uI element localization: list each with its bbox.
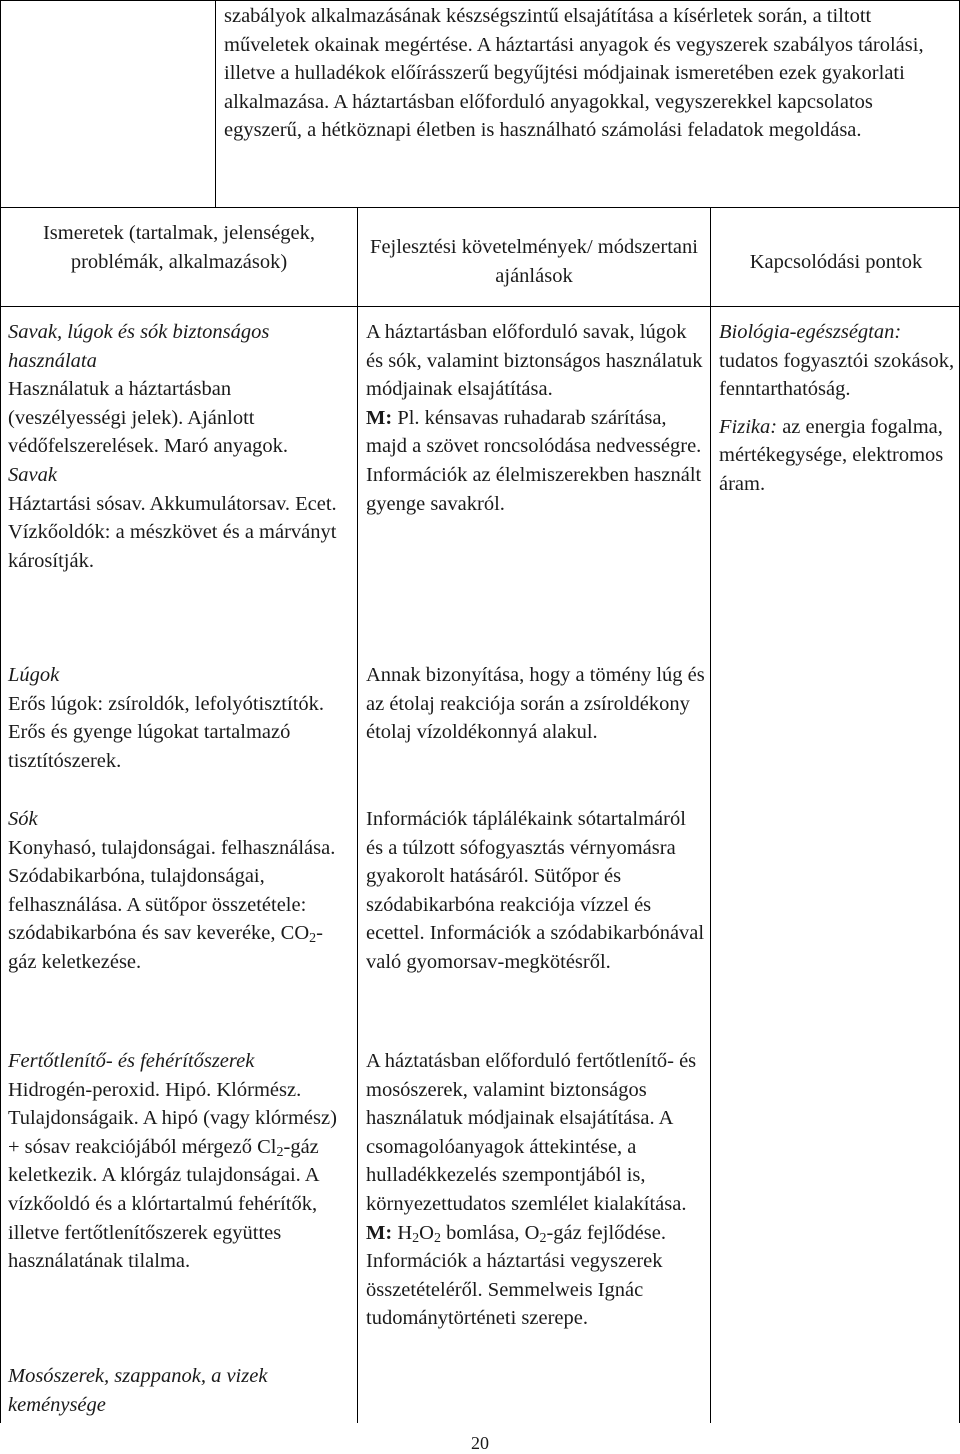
section-title-detergents: Mosószerek, szappanok, a vizek keménysége (8, 1365, 268, 1416)
section-title-acids: Savak (8, 463, 57, 486)
col1-lugok (8, 661, 350, 775)
page-number: 20 (471, 1433, 489, 1453)
col1-divider (357, 207, 358, 1423)
col2-p1-text: A háztartásban előforduló savak, lúgok és sók, valamint biztonságos használatuk módjainak elsajátítása. (366, 321, 703, 401)
col2-p1 (366, 318, 706, 518)
intro-cell (224, 2, 954, 145)
col2-p3-text: Információk táplálékaink sótartalmáról és a túlzott sófogyasztás vérnyomásra gyakorolt hatásáról. Sütőpor és szódabikarbóna reakciója vízzel és ecettel. Információk a szódabikarbónával való gyomorsav-megkötésről. (366, 808, 705, 973)
table-left-border (0, 0, 1, 1423)
header-bottom-border (0, 306, 960, 307)
link-physics: Fizika: az energia fogalma, mértékegysége, elektromos áram. (719, 415, 944, 495)
col1-sok (8, 805, 350, 977)
section-title-disinfectants: Fertőtlenítő- és fehérítőszerek (8, 1050, 255, 1072)
section-text-disinfectants: Hidrogén-peroxid. Hipó. Klórmész. Tulajdonságaik. A hipó (vagy klórmész) + sósav reakciójából mérgező $Cl_2$-gáz keletkezik. A klórgáz tulajdonságai. A vízkőoldó és a klórtartalmú fehérítők, illetve fertőtlenítőszerek együttes használatának tilalma. (8, 1078, 337, 1273)
link-biology: Biológia-egészségtan: tudatos fogyasztói szokások, fenntarthatóság. (719, 321, 955, 401)
header-col1 (10, 219, 348, 276)
col2-p2 (366, 661, 706, 747)
section-title-bases: Lúgok (8, 664, 60, 686)
header-col2 (366, 233, 702, 290)
section-text-bases: Erős lúgok: zsíroldók, lefolyótisztítók. Erős és gyenge lúgokat tartalmazó tisztítószerek. (8, 692, 325, 772)
col1-fert (8, 1047, 350, 1276)
section-title-salts: Sók (8, 808, 38, 830)
header-col1-text: Ismeretek (tartalmak, jelenségek, problémák, alkalmazások) (42, 222, 316, 273)
col1-content (8, 318, 350, 575)
section-title-safe-use: Savak, lúgok és sók biztonságos használata (8, 321, 270, 372)
intro-left-divider (215, 0, 216, 208)
col2-divider (710, 207, 711, 1423)
col1-moso (8, 1362, 350, 1419)
header-top-border (0, 207, 960, 208)
col2-p4-method: M: $H_2O_2$ bomlása, $O_2$-gáz fejlődése. Információk a háztartási vegyszerek összetételéről. Semmelweis Ignác tudománytörténeti szerepe. (366, 1221, 666, 1330)
col2-p3 (366, 805, 706, 977)
table-top-border (0, 0, 960, 1)
section-text-salts: Konyhasó, tulajdonságai. felhasználása. Szódabikarbóna, tulajdonságai, felhasználása. A sütőpor összetétele: szódabikarbóna és sav keveréke, $CO_2$-gáz keletkezése. (8, 836, 336, 973)
col2-p1-method: M: Pl. kénsavas ruhadarab szárítása, majd a szövet roncsolódása nedvességre. Információk az élelmiszerekben használt gyenge savakról. (366, 406, 702, 515)
col2-p4 (366, 1047, 706, 1333)
section-text-acids: Háztartási sósav. Akkumulátorsav. Ecet. Vízkőoldók: a mészkövet és a márványt károsítják. (8, 492, 337, 572)
section-text-safe-use: Használatuk a háztartásban (veszélyességi jelek). Ajánlott védőfelszerelések. Maró anyagok. (8, 378, 289, 458)
col3-content (719, 318, 955, 499)
intro-paragraph: szabályok alkalmazásának készségszintű elsajátítása a kísérletek során, a tiltott műveletek okainak megértése. A háztartási anyagok és vegyszerek szabályos tárolási, illetve a hulladékok előírásszerű begyűjtési módjainak ismeretében ezek gyakorlati alkalmazása. A háztartásban előforduló anyagokkal, vegyszerekkel kapcsolatos egyszerű, a hétköznapi életben is használható számolási feladatok megoldása. (224, 5, 924, 142)
header-col3 (718, 248, 954, 277)
header-col3-text: Kapcsolódási pontok (749, 251, 923, 273)
header-col2-text: Fejlesztési követelmények/ módszertani ajánlások (370, 236, 698, 287)
col2-p4-text: A háztatásban előforduló fertőtlenítő- és mosószerek, valamint biztonságos használatuk módjainak elsajátítása. A csomagolóanyagok áttekintése, a hulladékkezelés szempontjából is, környezettudatos szemlélet kialakítása. (366, 1050, 697, 1215)
col2-p2-text: Annak bizonyítása, hogy a tömény lúg és az étolaj reakciója során a zsíroldékony étolaj vízoldékonnyá alakul. (366, 664, 705, 744)
